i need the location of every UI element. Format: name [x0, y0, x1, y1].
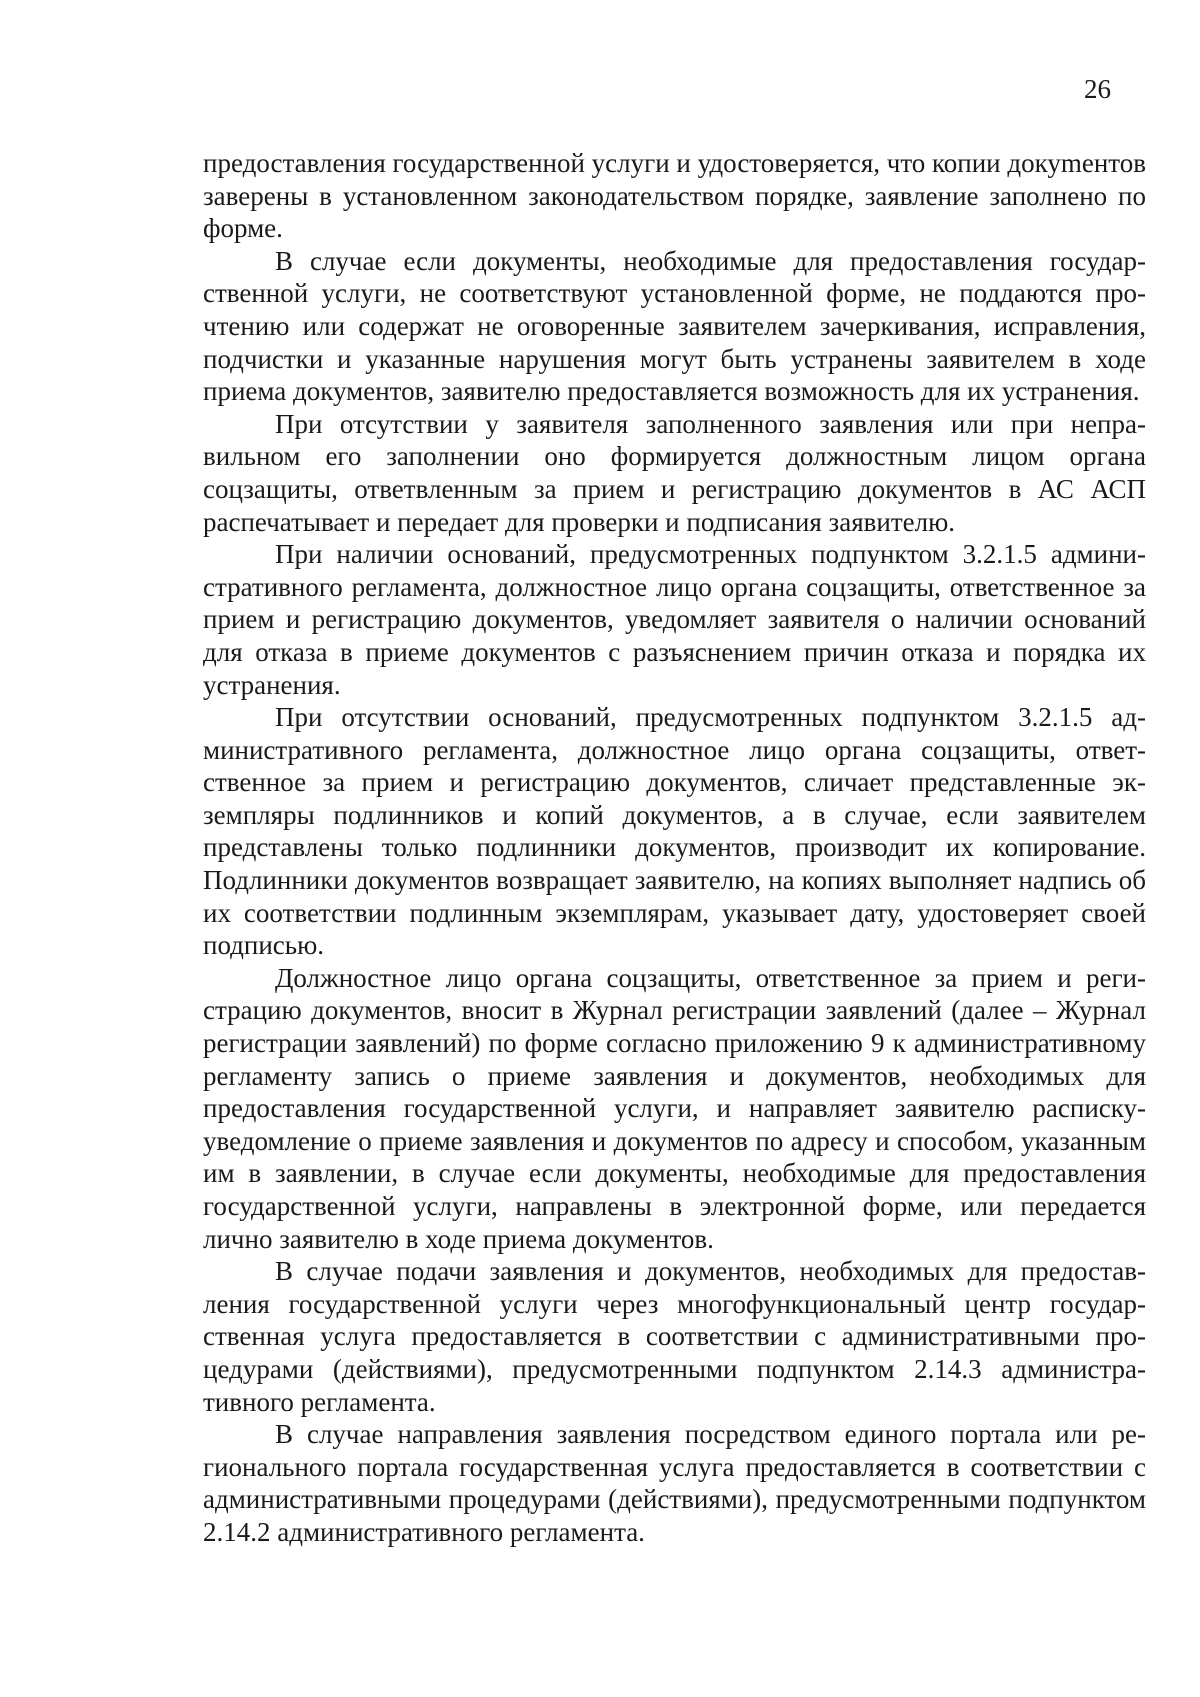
- document-body: [203, 147, 1146, 1549]
- paragraph-7: В случае подачи заявления и документов, необходимых для предоставления государственной услуги через многофункциональный центр государственная услуга предоставляется в соответствии с административными процедурами (действиями), предусмотренными подпунктом 2.14.3 административного регламента.: [203, 1256, 1146, 1417]
- paragraph-4: При наличии оснований, предусмотренных подпунктом 3.2.1.5 административного регламента, должностное лицо органа соцзащиты, ответственное за прием и регистрацию документов, уведомляет заявителя о наличии оснований для отказа в приеме документов с разъяснением причин отказа и порядка их устранения.: [203, 539, 1146, 700]
- paragraph-5: При отсутствии оснований, предусмотренных подпунктом 3.2.1.5 административного регламента, должностное лицо органа соцзащиты, ответственное за прием и регистрацию документов, сличает представленные экземпляры подлинников и копий документов, а в случае, если заявителем представлены только подлинники документов, производит их копирование. Подлинники документов возвращает заявителю, на копиях выполняет надпись об их соответствии подлинным экземплярам, указывает дату, удостоверяет своей подписью.: [203, 702, 1146, 961]
- paragraph-2: В случае если документы, необходимые для предоставления государственной услуги, не соответствуют установленной форме, не поддаются прочтению или содержат не оговоренные заявителем зачеркивания, исправления, подчистки и указанные нарушения могут быть устранены заявителем в ходе приема документов, заявителю предоставляется возможность для их устранения.: [203, 245, 1146, 407]
- paragraph-3: При отсутствии у заявителя заполненного заявления или при неправильном его заполнении оно формируется должностным лицом органа соцзащиты, ответвленным за прием и регистрацию документов в АС АСП распечатывает и передает для проверки и подписания заявителю.: [203, 408, 1146, 537]
- paragraph-1: предоставления государственной услуги и удостоверяется, что копии докуmентов заверены в установленном законодательством порядке, заявление заполнено по форме.: [203, 148, 1146, 244]
- paragraph-6: Должностное лицо органа соцзащиты, ответственное за прием и регистрацию документов, вносит в Журнал регистрации заявлений (далее – Журнал регистрации заявлений) по форме согласно приложению 9 к административному регламенту запись о приеме заявления и документов, необходимых для предоставления государственной услуги, и направляет заявителю расписку-уведомление о приеме заявления и документов по адресу и способом, указанным им в заявлении, в случае если документы, необходимые для предоставления государственной услуги, направлены в электронной форме, или передается лично заявителю в ходе приема документов.: [203, 962, 1146, 1254]
- page-number: 26: [1084, 74, 1111, 104]
- paragraph-8: В случае направления заявления посредством единого портала или регионального портала государственная услуга предоставляется в соответствии с административными процедурами (действиями), предусмотренными подпунктом 2.14.2 административного регламента.: [203, 1419, 1146, 1547]
